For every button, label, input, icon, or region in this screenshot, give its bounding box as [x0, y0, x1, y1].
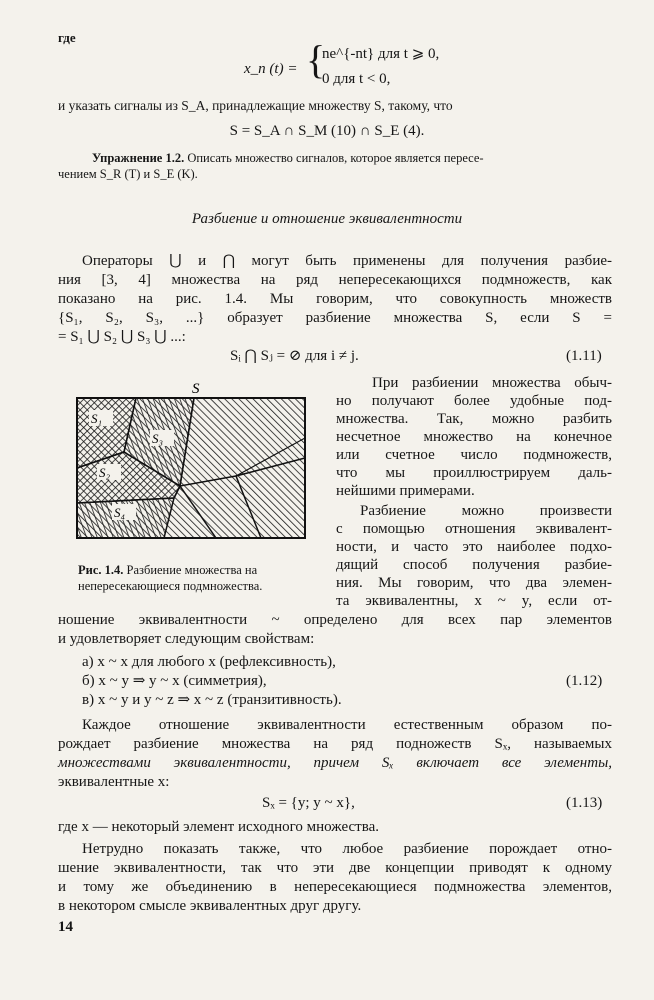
para2-right-line-13: та эквивалентны, x ~ y, если от- — [336, 593, 612, 609]
figure-caption-line-2: непересекающиеся подмножества. — [78, 579, 263, 593]
section-title: Разбиение и отношение эквивалентности — [191, 211, 463, 227]
formula-S: S = S_A ∩ S_M (10) ∩ S_E (4). — [229, 123, 425, 139]
region-label-s3: S₃ — [152, 431, 164, 446]
para2-right-line-9: с помощью отношения эквивалент- — [336, 521, 612, 537]
para2-right-line-7: нейшими примерами. — [336, 483, 475, 499]
para2-right-line-12: ния. Мы говорим, что два элемен- — [336, 575, 612, 591]
piecewise-brace: { — [306, 37, 326, 82]
equation-1-11: Sᵢ ⋂ Sⱼ = ⊘ для i ≠ j. — [230, 348, 359, 364]
para2-right-line-6: что мы проиллюстрируем даль- — [336, 465, 612, 481]
para4-line-4: в некотором смысле эквивалентных друг другу. — [58, 898, 362, 914]
property-reflexive: а) x ~ x для любого x (рефлексивность), — [82, 654, 336, 670]
para1-line-4: {S₁, S₂, S₃, ...} образует разбиение множества S, если S = — [58, 310, 612, 326]
para4-line-2: шение эквивалентности, так что эти две концепции приводят к одному — [58, 860, 612, 876]
region-label-s4: S₄ — [114, 505, 126, 520]
para2-right-line-5: или счетное число подмножеств, — [336, 447, 612, 463]
exercise-line-2: чением S_R (T) и S_E (K). — [58, 167, 198, 181]
figure-caption-label: Рис. 1.4. — [78, 563, 124, 577]
set-label-S: S — [192, 381, 200, 397]
piecewise-case-1: ne^{-nt} для t ⩾ 0, — [322, 46, 440, 62]
piecewise-lhs: x_n (t) = — [244, 61, 298, 77]
property-transitive: в) x ~ y и y ~ z ⇒ x ~ z (транзитивность). — [82, 692, 342, 708]
para1-line-5: = S₁ ⋃ S₂ ⋃ S₃ ⋃ ...: — [58, 329, 186, 345]
page-number: 14 — [58, 919, 73, 935]
property-symmetric: б) x ~ y ⇒ y ~ x (симметрия), — [82, 673, 267, 689]
equation-1-12-number: (1.12) — [566, 673, 603, 689]
equation-1-13-number: (1.13) — [566, 795, 603, 811]
region-label-s2: S₂ — [99, 465, 111, 480]
para2-right-line-4: несчетное множество на конечное — [336, 429, 612, 445]
para2-right-line-3: множества. Так, можно разбить — [336, 411, 612, 427]
para1-line-3: показано на рис. 1.4. Мы говорим, что совокупность множеств — [58, 291, 612, 307]
para2-right-line-11: дящий способ получения разбие- — [336, 557, 612, 573]
para3-line-3: множествами эквивалентности, причем Sₓ включает все элементы, — [58, 755, 612, 771]
region-label-s1: S₁ — [91, 411, 103, 426]
word-where: где — [58, 30, 76, 45]
equation-1-13: Sₓ = {y; y ~ x}, — [262, 795, 355, 811]
piecewise-case-2: 0 для t < 0, — [322, 71, 391, 87]
equation-1-11-number: (1.11) — [566, 348, 602, 364]
exercise-label: Упражнение 1.2. — [92, 151, 185, 165]
para3-line-4: эквивалентные x: — [58, 774, 170, 790]
para2-right-line-10: ности, и часто это наиболее подхо- — [336, 539, 612, 555]
para2-right-line-2: но получают более удобные под- — [336, 393, 612, 409]
text-where-x: где x — некоторый элемент исходного множества. — [58, 819, 379, 835]
para3-line-2: рождает разбиение множества на ряд подножеств Sₓ, называемых — [58, 736, 612, 752]
figure-caption-line-1 — [78, 562, 257, 578]
figure-caption-text-1: Разбиение множества на — [126, 563, 258, 577]
exercise-line-1: Описать множество сигналов, которое является пересе- — [187, 151, 484, 165]
para4-line-1: Нетрудно показать также, что любое разбиение порождает отно- — [82, 841, 612, 857]
text-signals-line: и указать сигналы из S_A, принадлежащие множеству S, такому, что — [58, 98, 453, 113]
para1-line-2: ния [3, 4] множества на ряд непересекающихся подмножеств, как — [58, 272, 612, 288]
para3-line-1: Каждое отношение эквивалентности естественным образом по- — [82, 717, 612, 733]
para2-right-line-8: Разбиение можно произвести — [360, 503, 612, 519]
exercise — [92, 150, 612, 166]
para4-line-3: и тому же объединению в непересекающиеся подмножества элементов, — [58, 879, 612, 895]
para2-full-line-2: и удовлетворяет следующим свойствам: — [58, 631, 315, 647]
para2-full-line-1: ношение эквивалентности ~ определено для всех пар элементов — [58, 612, 612, 628]
figure-partition — [76, 378, 308, 540]
para1-line-1: Операторы ⋃ и ⋂ могут быть применены для получения разбие- — [82, 253, 612, 269]
para2-right-line-1: При разбиении множества обыч- — [372, 375, 612, 391]
